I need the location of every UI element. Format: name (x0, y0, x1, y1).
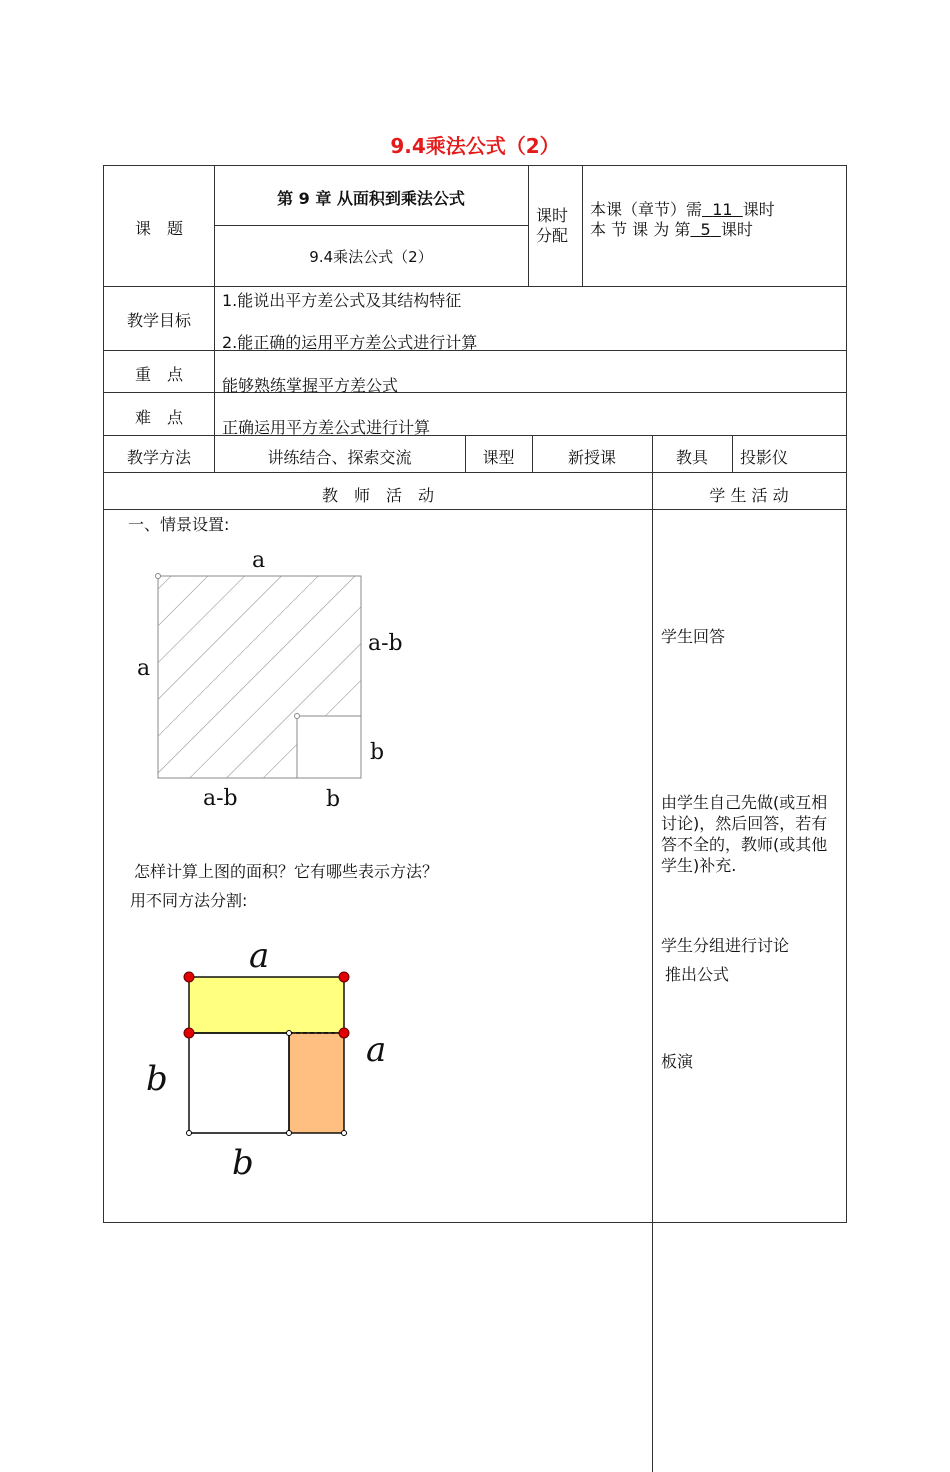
hours-label: 课时分配 (536, 206, 569, 245)
fig1-label-right-upper: a-b (368, 631, 403, 656)
fig1-label-left: a (137, 656, 151, 681)
row-divider (104, 435, 846, 436)
vertex-point (287, 1031, 292, 1036)
fig1-label-bottom-left: a-b (203, 786, 238, 811)
area-square-figure (144, 566, 424, 816)
vertex-point (342, 1131, 347, 1136)
col-divider (652, 435, 653, 1472)
col-divider (582, 166, 583, 286)
col-divider (732, 435, 733, 472)
fig1-label-right-lower: b (370, 740, 385, 765)
lesson-plan-table (103, 165, 847, 1223)
tool-value: 投影仪 (740, 448, 789, 467)
hours-total-prefix: 本课（章节）需 (590, 200, 703, 219)
vertex-point (156, 574, 161, 579)
hours-current-value: 5 (700, 220, 711, 239)
student-group-discussion: 学生分组进行讨论 (661, 936, 790, 955)
fig1-label-bottom-right: b (326, 787, 341, 812)
fig2-label-bottom: b (232, 1143, 254, 1183)
fig2-label-left: b (146, 1059, 168, 1099)
row-divider (104, 472, 846, 473)
partition-prompt: 用不同方法分割: (130, 891, 248, 910)
lesson-type-label: 课型 (482, 448, 515, 467)
orange-rectangle (289, 1033, 344, 1133)
small-square (297, 716, 361, 778)
fig2-label-top: a (249, 936, 270, 976)
student-board-demo: 板演 (661, 1052, 694, 1071)
red-point (184, 972, 194, 982)
row-divider (214, 225, 528, 226)
white-square (189, 1033, 289, 1133)
red-point (184, 1028, 194, 1038)
area-question: 怎样计算上图的面积？它有哪些表示方法？ (134, 862, 439, 881)
hours-current-line (590, 217, 753, 240)
hours-total-value: 11 (712, 200, 733, 219)
fig1-label-top: a (252, 548, 266, 573)
partition-figure (174, 964, 364, 1144)
goal-item-1: 1.能说出平方差公式及其结构特征 (222, 291, 462, 310)
hours-current-prefix: 本 节 课 为 第 (590, 220, 691, 239)
section-title: 9.4乘法公式（2） (309, 248, 433, 266)
student-activity-header: 学 生 活 动 (709, 486, 789, 505)
lesson-type-value: 新授课 (567, 448, 616, 467)
method-label: 教学方法 (126, 448, 191, 467)
page-title: 9.4乘法公式（2） (390, 134, 560, 158)
goal-item-2: 2.能正确的运用平方差公式进行计算 (222, 333, 478, 352)
vertex-point (295, 714, 300, 719)
yellow-rectangle (189, 977, 344, 1033)
col-divider (528, 166, 529, 286)
situation-heading: 一、情景设置: (128, 515, 230, 534)
row-divider (104, 509, 846, 510)
tool-label: 教具 (675, 448, 708, 467)
red-point (339, 972, 349, 982)
student-derive-formula: 推出公式 (665, 965, 730, 984)
red-point (339, 1028, 349, 1038)
difficulty-text: 正确运用平方差公式进行计算 (222, 418, 431, 437)
row-divider (104, 392, 846, 393)
key-point-text: 能够熟练掌握平方差公式 (222, 376, 399, 395)
fig2-label-right: a (366, 1030, 387, 1070)
method-value: 讲练结合、探索交流 (267, 448, 412, 467)
teacher-activity-header: 教 师 活 动 (321, 486, 434, 505)
row-divider (104, 286, 846, 287)
student-answer: 学生回答 (661, 627, 726, 646)
goals-label: 教学目标 (126, 311, 191, 330)
student-self-first: 由学生自己先做(或互相讨论)，然后回答，若有答不全的，教师(或其他学生)补充. (661, 793, 828, 875)
hours-total-suffix: 课时 (742, 200, 775, 219)
vertex-point (187, 1131, 192, 1136)
hours-current-suffix: 课时 (720, 220, 753, 239)
topic-label: 课 题 (134, 219, 183, 238)
chapter-title: 第 9 章 从面积到乘法公式 (277, 189, 465, 208)
key-point-label: 重 点 (134, 365, 183, 384)
col-divider (214, 166, 215, 472)
vertex-point (287, 1131, 292, 1136)
difficulty-label: 难 点 (134, 408, 183, 427)
